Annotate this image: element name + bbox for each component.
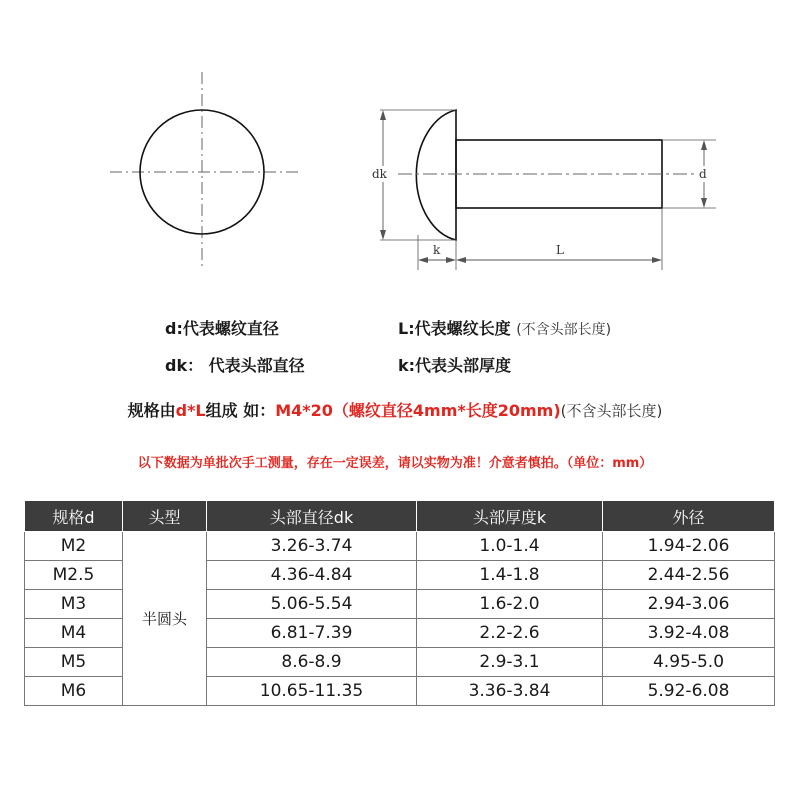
cell-size: M5 [25,648,123,677]
legend-dk [165,353,305,376]
header-head-type: 头型 [123,501,207,532]
cell-size: M2.5 [25,561,123,590]
header-head-thickness: 头部厚度k [417,501,603,532]
label-dk: dk [372,167,387,181]
cell-dk: 3.26-3.74 [207,532,417,561]
legend-L [398,316,611,339]
cell-outer: 4.95-5.0 [603,648,775,677]
cell-size: M6 [25,677,123,706]
table-row [25,532,775,561]
cell-size: M3 [25,590,123,619]
label-k: k [433,243,441,257]
cell-dk: 8.6-8.9 [207,648,417,677]
cell-k: 1.6-2.0 [417,590,603,619]
cell-outer: 3.92-4.08 [603,619,775,648]
cell-outer: 2.44-2.56 [603,561,775,590]
measurement-warning: 以下数据为单批次手工测量，存在一定误差，请以实物为准！介意者慎拍。（单位：mm） [137,456,653,471]
header-outer-diameter: 外径 [603,501,775,532]
spec-example: M4*20（螺纹直径4mm*长度20mm) [275,401,561,420]
cell-dk: 5.06-5.54 [207,590,417,619]
cell-dk: 10.65-11.35 [207,677,417,706]
cell-head-type: 半圆头 [123,532,207,706]
legend-k [398,353,511,376]
legend-d [165,316,279,339]
cell-dk: 6.81-7.39 [207,619,417,648]
spec-formula: d*L [175,401,206,420]
legend-L-note: (不含头部长度) [516,322,612,338]
label-L: L [556,243,564,257]
header-head-diameter: 头部直径dk [207,501,417,532]
label-d: d [699,167,707,181]
rivet-technical-drawing [0,0,790,300]
spec-prefix: 规格由 [127,401,176,420]
cell-outer: 2.94-3.06 [603,590,775,619]
header-size: 规格d [25,501,123,532]
rivet-side-view [372,110,716,270]
cell-k: 3.36-3.84 [417,677,603,706]
cell-k: 1.4-1.8 [417,561,603,590]
cell-size: M4 [25,619,123,648]
cell-dk: 4.36-4.84 [207,561,417,590]
cell-k: 1.0-1.4 [417,532,603,561]
cell-k: 2.2-2.6 [417,619,603,648]
spec-table [24,500,775,706]
legend-dk-text: dk： 代表头部直径 [165,356,305,375]
spec-note: (不含头部长度) [560,402,663,420]
cell-k: 2.9-3.1 [417,648,603,677]
cell-size: M2 [25,532,123,561]
spec-composition [0,398,790,421]
cell-outer: 1.94-2.06 [603,532,775,561]
legend-L-text: L:代表螺纹长度 [398,319,511,338]
cell-outer: 5.92-6.08 [603,677,775,706]
rivet-front-view [110,72,298,268]
legend-k-text: k:代表头部厚度 [398,356,512,375]
legend-d-text: d:代表螺纹直径 [165,319,279,338]
spec-middle: 组成 如： [205,401,276,420]
table-header-row [25,501,775,532]
